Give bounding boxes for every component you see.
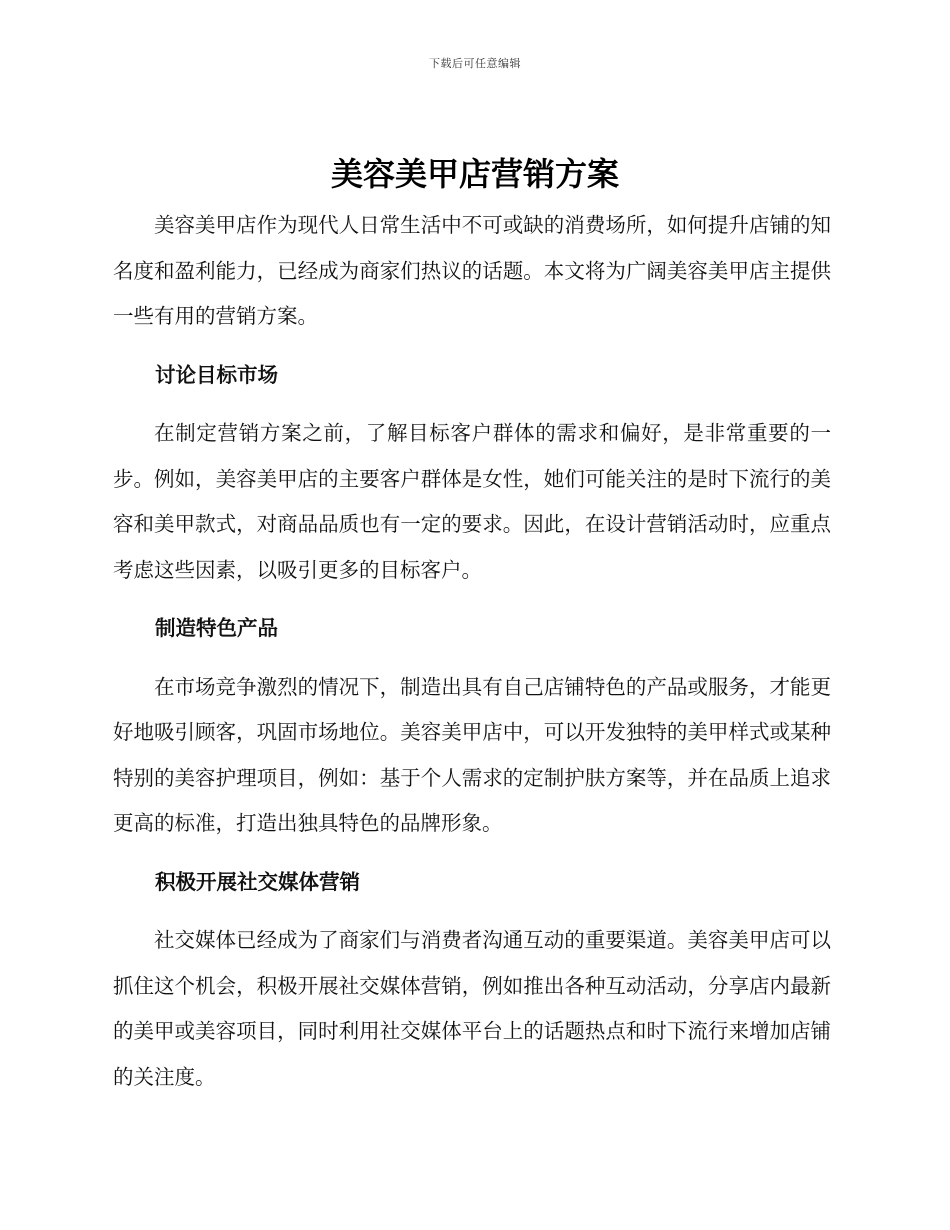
section-heading-target-market: 讨论目标市场 bbox=[155, 362, 278, 387]
intro-paragraph: 美容美甲店作为现代人日常生活中不可或缺的消费场所，如何提升店铺的知名度和盈利能力，已经成为商家们热议的话题。本文将为广阔美容美甲店主提供一些有用的营销方案。 bbox=[113, 213, 831, 328]
section-body-special-products: 在市场竞争激烈的情况下，制造出具有自己店铺特色的产品或服务，才能更好地吸引顾客，巩固市场地位。美容美甲店中，可以开发独特的美甲样式或某种特别的美容护理项目，例如：基于个人需求的定制护肤方案等，并在品质上追求更高的标准，打造出独具特色的品牌形象。 bbox=[113, 674, 831, 835]
section-body-target-market: 在制定营销方案之前，了解目标客户群体的需求和偏好，是非常重要的一步。例如，美容美甲店的主要客户群体是女性，她们可能关注的是时下流行的美容和美甲款式，对商品品质也有一定的要求。因此，在设计营销活动时，应重点考虑这些因素，以吸引更多的目标客户。 bbox=[113, 421, 831, 582]
header-note: 下载后可任意编辑 bbox=[429, 57, 521, 70]
document-title: 美容美甲店营销方案 bbox=[330, 155, 619, 193]
section-heading-special-products: 制造特色产品 bbox=[155, 616, 278, 640]
document-body bbox=[113, 203, 831, 1100]
section-body-social-media: 社交媒体已经成为了商家们与消费者沟通互动的重要渠道。美容美甲店可以抓住这个机会，积极开展社交媒体营销，例如推出各种互动活动，分享店内最新的美甲或美容项目，同时利用社交媒体平台上的话题热点和时下流行来增加店铺的关注度。 bbox=[113, 928, 831, 1089]
section-heading-social-media: 积极开展社交媒体营销 bbox=[155, 869, 360, 894]
